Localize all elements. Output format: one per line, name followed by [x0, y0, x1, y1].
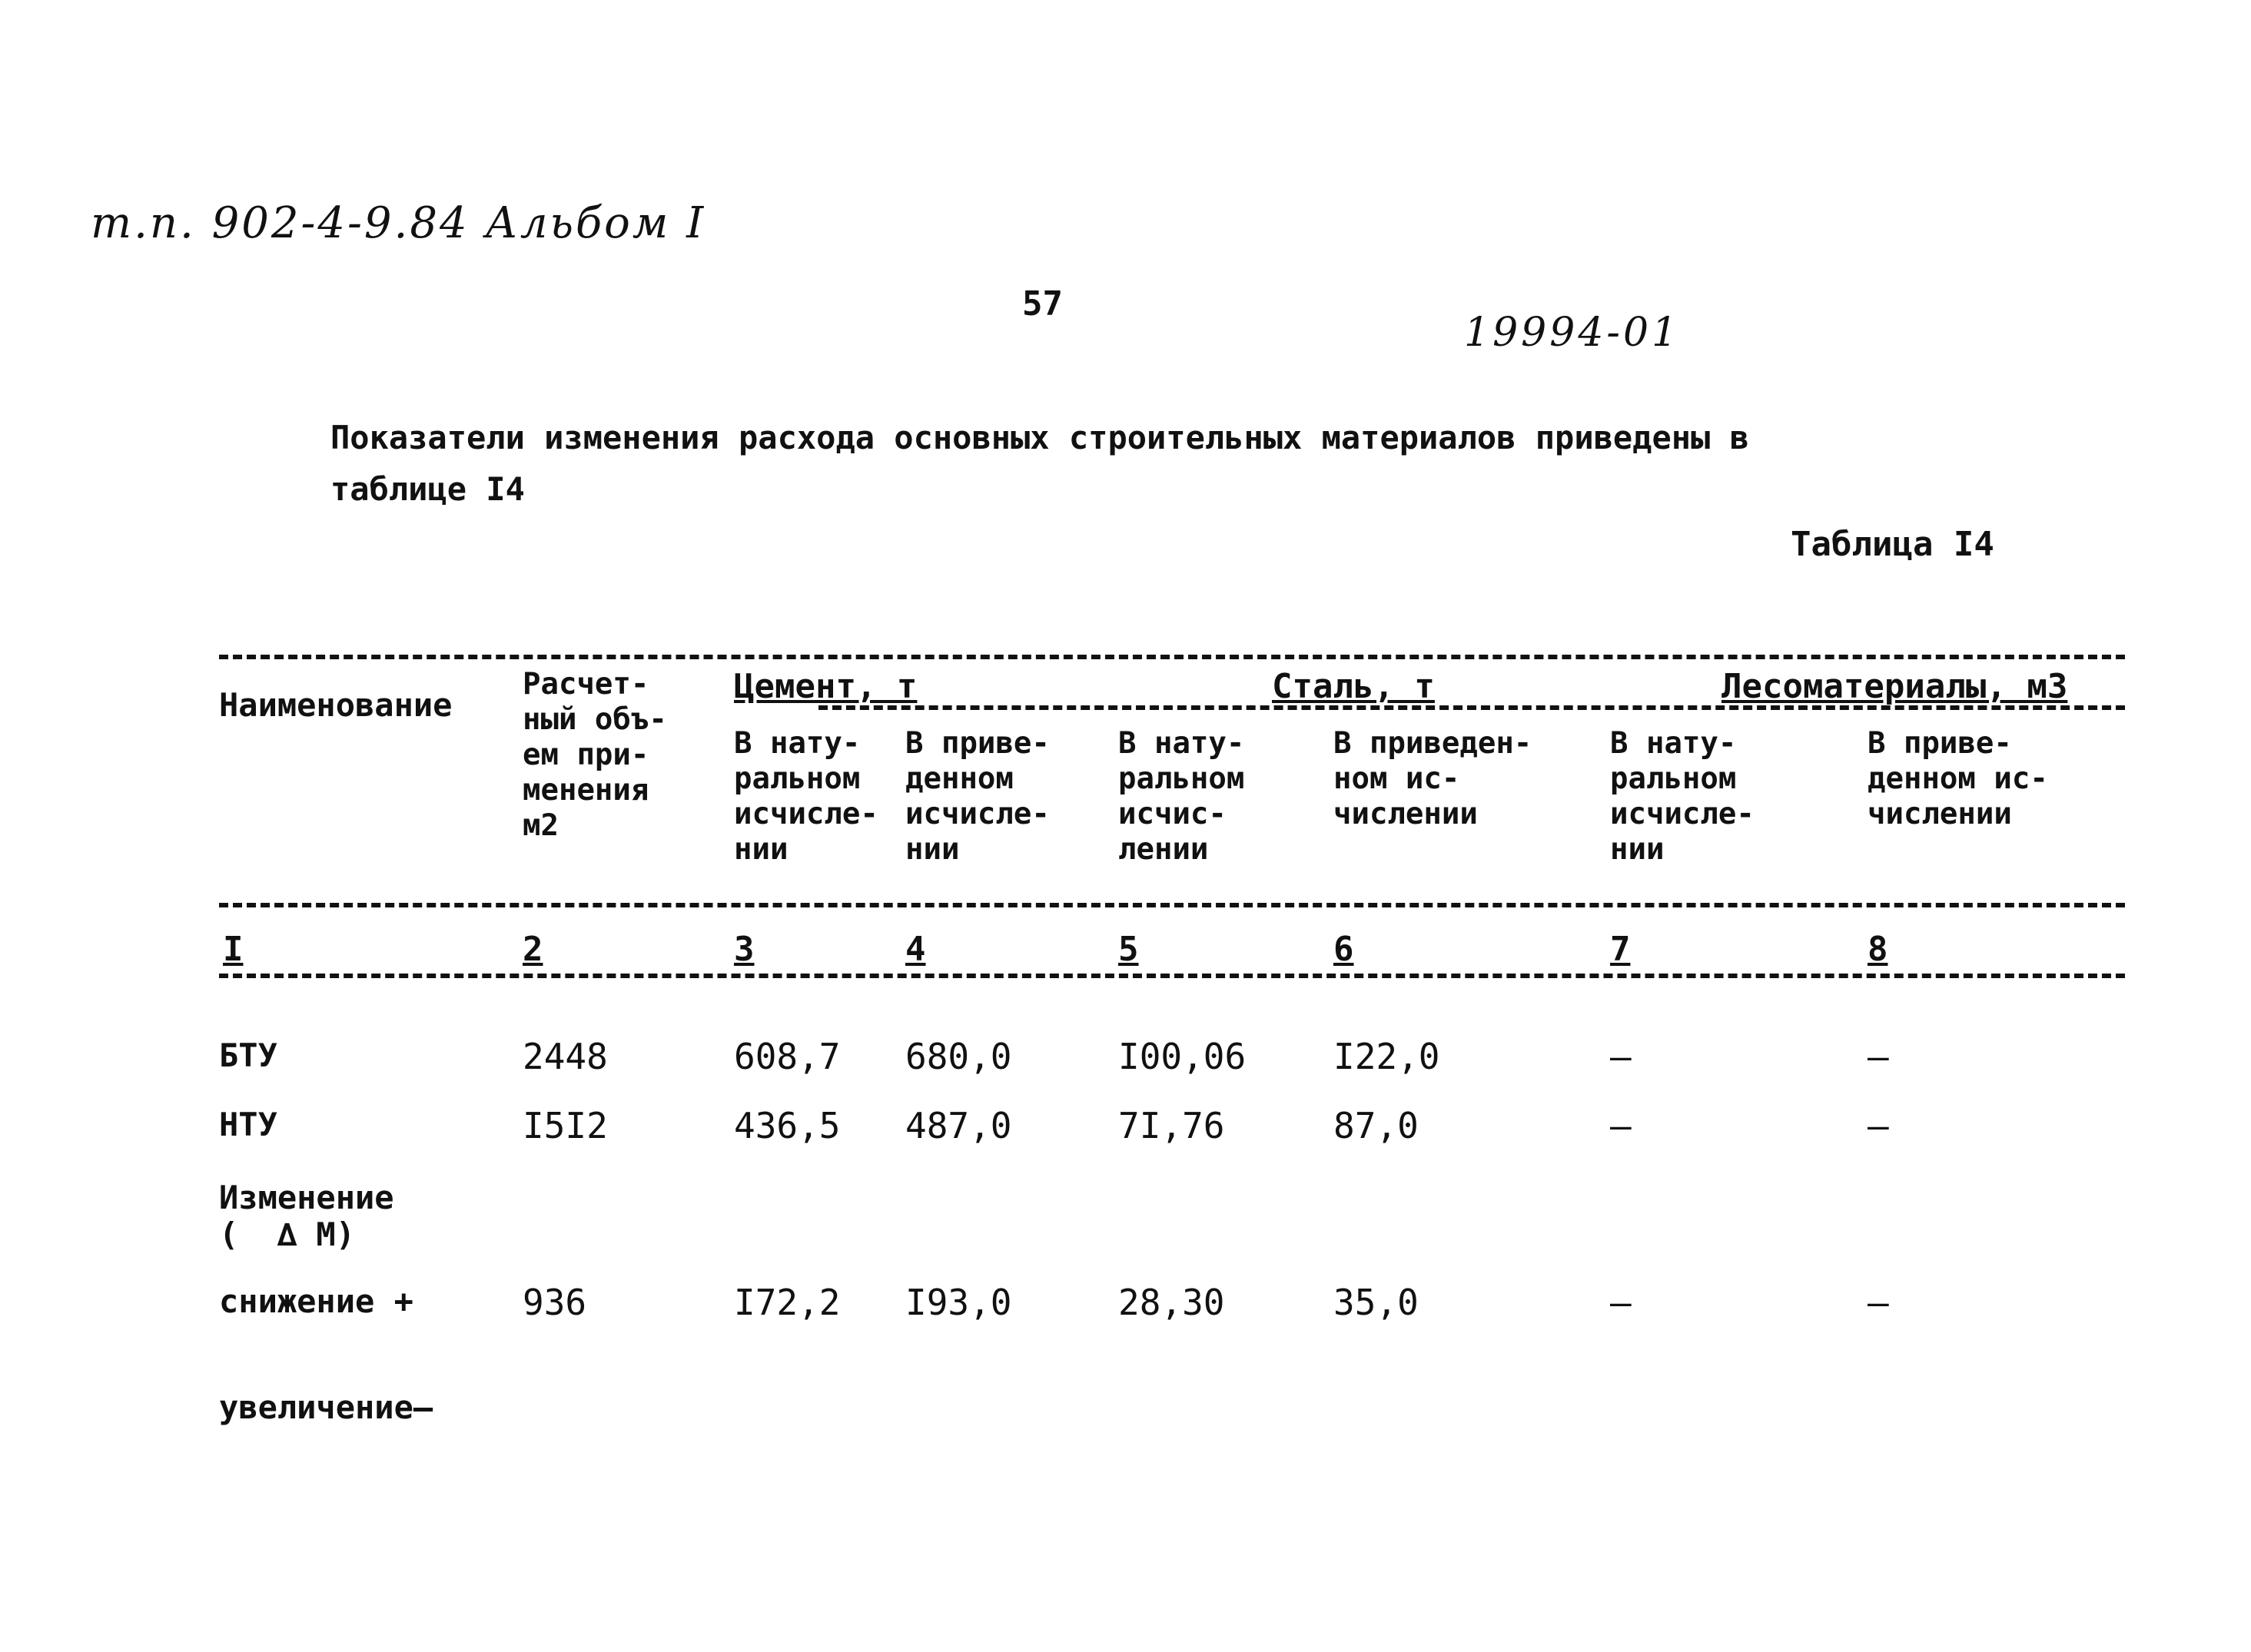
table-cell: 2448	[523, 1036, 608, 1077]
table-cell: 7I,76	[1118, 1105, 1225, 1146]
table-cell: –	[1868, 1036, 1889, 1077]
table-cell: I5I2	[523, 1105, 608, 1146]
intro-line-1: Показатели изменения расхода основных строительных материалов приведены в	[330, 419, 1749, 456]
table-cell: 936	[523, 1282, 587, 1323]
col-number: 7	[1610, 930, 1631, 969]
table-cell: 87,0	[1333, 1105, 1419, 1146]
subcol-header-6: В приведен- ном ис- числении	[1333, 726, 1532, 831]
table-cell: 28,30	[1118, 1282, 1225, 1323]
subcol-header-3: В нату- ральном исчисле- нии	[734, 726, 878, 867]
col-header-name: Наименование	[219, 686, 453, 724]
page-number: 57	[1022, 284, 1063, 323]
row-label-btu: БТУ	[219, 1037, 277, 1074]
row-label-increase: увеличение–	[219, 1388, 433, 1426]
col-number: 2	[523, 930, 543, 969]
col-number: 4	[905, 930, 926, 969]
subcol-header-5: В нату- ральном исчис- лении	[1118, 726, 1245, 867]
table-cell: –	[1610, 1036, 1632, 1077]
group-header-steel: Сталь, т	[1272, 667, 1435, 706]
table-cell: 436,5	[734, 1105, 841, 1146]
table-cell: I72,2	[734, 1282, 841, 1323]
table-cell: –	[1610, 1105, 1632, 1146]
table-cell: 608,7	[734, 1036, 841, 1077]
table-top-rule	[219, 655, 2125, 659]
table-cell: I00,06	[1118, 1036, 1247, 1077]
colnum-bottom-rule	[219, 974, 2125, 978]
col-number: 6	[1333, 930, 1354, 969]
subcol-header-7: В нату- ральном исчисле- нии	[1610, 726, 1755, 867]
row-label-change: Изменение ( ∆ М)	[219, 1179, 394, 1253]
col-header-volume: Расчет- ный объ- ем при- менения м2	[523, 667, 667, 843]
table-cell: 35,0	[1333, 1282, 1419, 1323]
col-number: 5	[1118, 930, 1139, 969]
table-cell: I93,0	[905, 1282, 1012, 1323]
col-number: 3	[734, 930, 755, 969]
document-stamp: т.п. 902-4-9.84 Альбом I	[91, 198, 706, 248]
group-header-cement: Цемент, т	[734, 667, 918, 706]
table-cell: I22,0	[1333, 1036, 1440, 1077]
table-cell: 680,0	[905, 1036, 1012, 1077]
subcol-header-4: В приве- денном исчисле- нии	[905, 726, 1050, 867]
group-header-timber: Лесоматериалы, м3	[1721, 667, 2068, 706]
table-cell: –	[1868, 1105, 1889, 1146]
col-number: 8	[1868, 930, 1888, 969]
row-label-ntu: НТУ	[219, 1106, 277, 1143]
header-bottom-rule	[219, 903, 2125, 907]
document-number: 19994-01	[1464, 310, 1681, 356]
subcol-header-8: В приве- денном ис- числении	[1868, 726, 2048, 831]
table-cell: 487,0	[905, 1105, 1012, 1146]
table-label: Таблица I4	[1791, 525, 1994, 564]
table-cell: –	[1868, 1282, 1889, 1323]
table-cell: –	[1610, 1282, 1632, 1323]
intro-line-2: таблице I4	[330, 470, 525, 508]
row-label-decrease: снижение +	[219, 1282, 413, 1320]
col-number: I	[223, 930, 244, 969]
